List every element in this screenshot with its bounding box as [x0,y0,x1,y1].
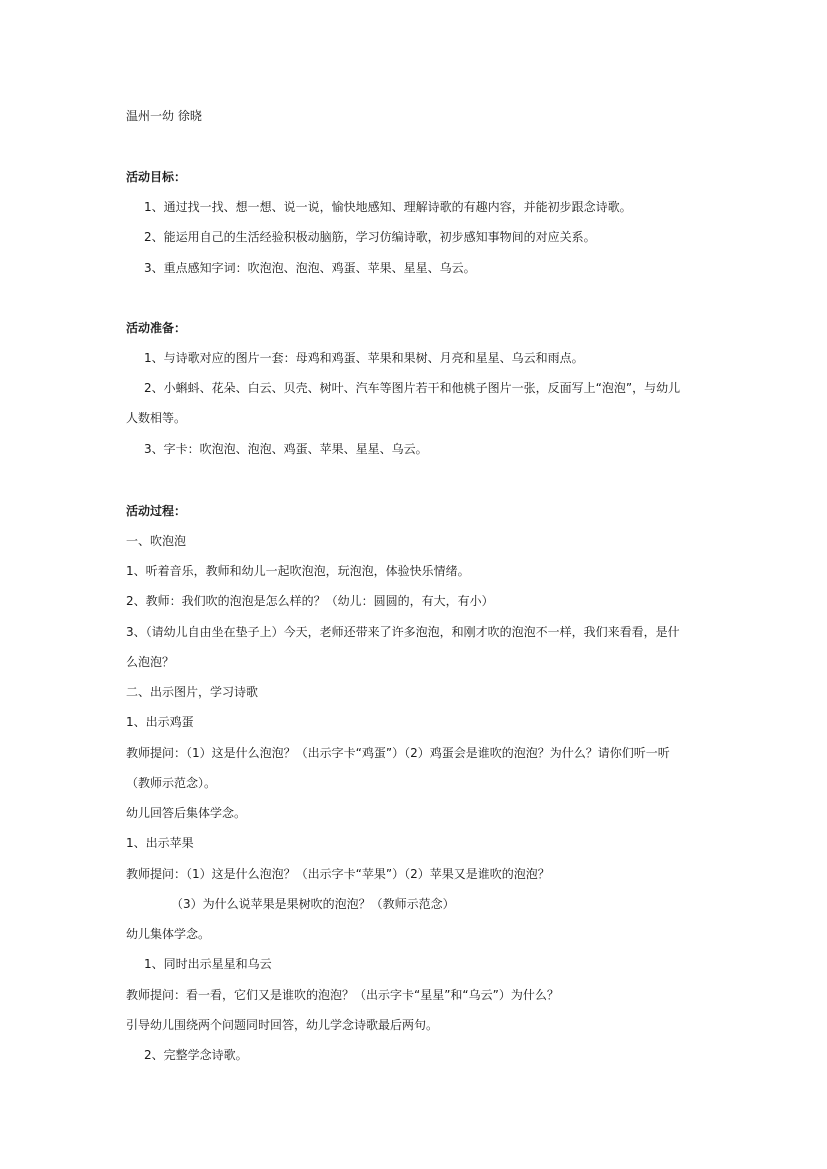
process-line: 引导幼儿围绕两个问题同时回答，幼儿学念诗歌最后两句。 [126,1018,439,1032]
goal-item: 3、重点感知字词：吹泡泡、泡泡、鸡蛋、苹果、星星、乌云。 [144,261,476,275]
process-line: 教师提问：看一看，它们又是谁吹的泡泡？（出示字卡“星星”和“乌云”）为什么？ [126,988,559,1002]
process-line: 教师提问：（1）这是什么泡泡？（出示字卡“鸡蛋”）（2）鸡蛋会是谁吹的泡泡？为什么？请你们听一听 [126,746,670,760]
process-line: 2、完整学念诗歌。 [144,1048,248,1062]
prep-item: 1、与诗歌对应的图片一套：母鸡和鸡蛋、苹果和果树、月亮和星星、乌云和雨点。 [144,351,584,365]
process-line: 么泡泡？ [126,655,175,669]
process-line: （3）为什么说苹果是果树吹的泡泡？（教师示范念） [171,897,455,911]
process-line: 二、出示图片，学习诗歌 [126,685,259,699]
process-line: 幼儿回答后集体学念。 [126,806,247,820]
goal-item: 1、通过找一找、想一想、说一说，愉快地感知、理解诗歌的有趣内容，并能初步跟念诗歌。 [144,200,632,214]
prep-item: 2、小蝌蚪、花朵、白云、贝壳、树叶、汽车等图片若干和他桃子图片一张，反面写上“泡泡”，与幼儿 [144,381,681,395]
process-line: 2、教师：我们吹的泡泡是怎么样的？（幼儿：圆圆的，有大，有小） [126,594,494,608]
author-line: 温州一幼 徐晓 [126,109,202,123]
prep-heading: 活动准备： [126,321,187,335]
process-line: 1、出示苹果 [126,836,194,850]
goals-heading: 活动目标： [126,170,187,184]
process-line: 1、同时出示星星和乌云 [144,957,272,971]
process-heading: 活动过程： [126,504,187,518]
process-line: 幼儿集体学念。 [126,927,211,941]
process-line: 1、听着音乐，教师和幼儿一起吹泡泡，玩泡泡，体验快乐情绪。 [126,564,470,578]
prep-item: 3、字卡：吹泡泡、泡泡、鸡蛋、苹果、星星、乌云。 [144,442,428,456]
goal-item: 2、能运用自己的生活经验积极动脑筋，学习仿编诗歌，初步感知事物间的对应关系。 [144,230,596,244]
process-line: 3、（请幼儿自由坐在垫子上）今天，老师还带来了许多泡泡，和刚才吹的泡泡不一样，我们来看看，是什 [126,625,680,639]
process-line: （教师示范念）。 [126,776,217,790]
process-line: 教师提问：（1）这是什么泡泡？（出示字卡“苹果”）（2）苹果又是谁吹的泡泡？ [126,867,550,881]
prep-item-continuation: 人数相等。 [126,411,187,425]
process-line: 1、出示鸡蛋 [126,715,194,729]
process-line: 一、吹泡泡 [126,534,187,548]
